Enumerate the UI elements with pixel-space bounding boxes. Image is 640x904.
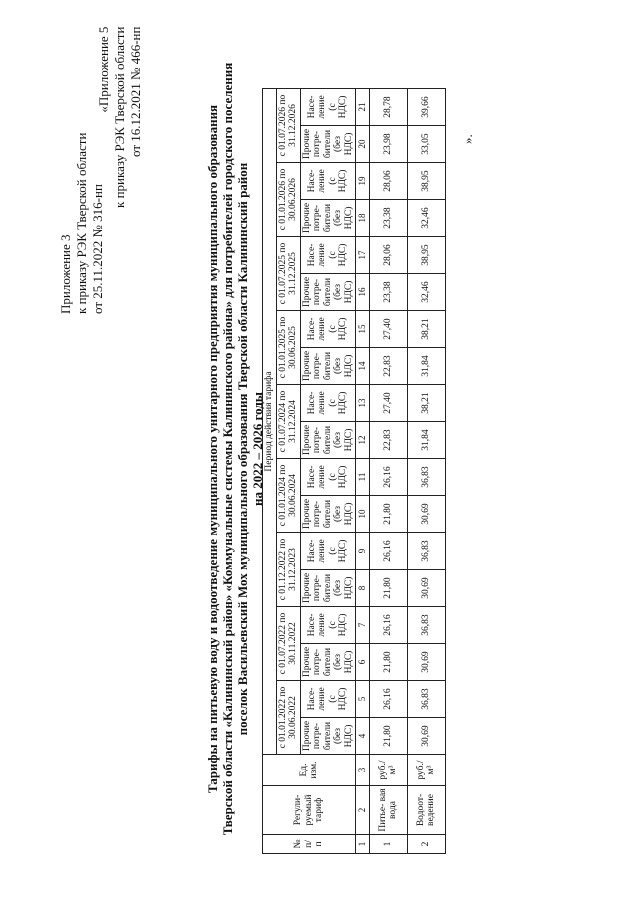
period-header: с 01.01.2025 по 30.06.2025 — [276, 311, 300, 385]
period-header: с 01.07.2025 по 31.12.2025 — [276, 237, 300, 311]
period-header: с 01.01.2026 по 30.06.2026 — [276, 163, 300, 237]
tariff-value: 27,40 — [369, 311, 407, 348]
tariff-value: 31,84 — [407, 422, 445, 459]
document-title — [205, 54, 265, 844]
tariff-value: 21,80 — [369, 718, 407, 755]
tariff-value: 36,83 — [407, 533, 445, 570]
period-header: с 01.07.2026 по 31.12.2026 — [276, 89, 300, 163]
row-tariff-name: Водоот- ведение — [407, 786, 445, 835]
header-number: № п/ п — [263, 835, 356, 854]
row-number: 1 — [369, 835, 407, 854]
header-tariff: Регули- руемый тариф — [263, 786, 356, 835]
column-index: 5 — [356, 681, 370, 718]
tariff-value: 36,83 — [407, 681, 445, 718]
tariff-value: 21,80 — [369, 644, 407, 681]
subheader-population: Насе- ление (с НДС) — [300, 163, 356, 200]
column-index: 12 — [356, 422, 370, 459]
tariff-value: 33,05 — [407, 126, 445, 163]
tariff-value: 36,83 — [407, 607, 445, 644]
subheader-population: Насе- ление (с НДС) — [300, 533, 356, 570]
column-index: 3 — [356, 755, 370, 786]
closing-quote: ». — [460, 134, 475, 144]
table-row — [407, 89, 445, 854]
column-index: 19 — [356, 163, 370, 200]
subheader-other-consumers: Прочие потре- бители (без НДС) — [300, 348, 356, 385]
column-index: 8 — [356, 570, 370, 607]
period-header: с 01.07.2022 по 30.11.2022 — [276, 607, 300, 681]
row-number: 2 — [407, 835, 445, 854]
tariff-value: 38,95 — [407, 163, 445, 200]
column-index: 18 — [356, 200, 370, 237]
tariff-value: 26,16 — [369, 533, 407, 570]
appendix-3-line: к приказу РЭК Тверской области — [74, 132, 89, 314]
tariff-value: 30,69 — [407, 570, 445, 607]
header-unit: Ед. изм. — [263, 755, 356, 786]
subheader-other-consumers: Прочие потре- бители (без НДС) — [300, 200, 356, 237]
tariff-value: 23,98 — [369, 126, 407, 163]
tariff-value: 36,83 — [407, 459, 445, 496]
column-index: 20 — [356, 126, 370, 163]
column-index: 17 — [356, 237, 370, 274]
tariff-value: 22,83 — [369, 348, 407, 385]
tariff-value: 28,06 — [369, 163, 407, 200]
tariff-value: 38,95 — [407, 237, 445, 274]
tariff-value: 38,21 — [407, 311, 445, 348]
title-line: Тверской области «Калининский район» «Коммунальные системы Калининского района» для потребителей городского поселения — [220, 62, 235, 836]
tariff-value: 23,38 — [369, 274, 407, 311]
tariff-value: 30,69 — [407, 644, 445, 681]
tariff-value: 26,16 — [369, 607, 407, 644]
table-row — [369, 89, 407, 854]
appendix-5-header — [96, 27, 144, 208]
subheader-other-consumers: Прочие потре- бители (без НДС) — [300, 570, 356, 607]
tariff-value: 32,46 — [407, 274, 445, 311]
subheader-population: Насе- ление (с НДС) — [300, 459, 356, 496]
tariff-value: 27,40 — [369, 385, 407, 422]
subheader-other-consumers: Прочие потре- бители (без НДС) — [300, 644, 356, 681]
subheader-row — [300, 89, 356, 854]
subheader-population: Насе- ление (с НДС) — [300, 89, 356, 126]
column-index: 7 — [356, 607, 370, 644]
row-unit: руб./м³ — [369, 755, 407, 786]
column-index: 10 — [356, 496, 370, 533]
column-index: 11 — [356, 459, 370, 496]
column-index: 15 — [356, 311, 370, 348]
row-unit: руб./м³ — [407, 755, 445, 786]
tariff-value: 26,16 — [369, 681, 407, 718]
tariff-value: 21,80 — [369, 496, 407, 533]
period-row — [276, 89, 300, 854]
subheader-other-consumers: Прочие потре- бители (без НДС) — [300, 718, 356, 755]
tariff-value: 28,06 — [369, 237, 407, 274]
subheader-other-consumers: Прочие потре- бители (без НДС) — [300, 496, 356, 533]
column-index: 1 — [356, 835, 370, 854]
column-index: 2 — [356, 786, 370, 835]
appendix-5-line: от 16.12.2021 № 466-нп — [128, 26, 143, 157]
tariff-value: 30,69 — [407, 718, 445, 755]
tariff-value: 23,38 — [369, 200, 407, 237]
title-line: поселок Васильевский Мох муниципального образования Тверской области Калининский район — [235, 162, 250, 736]
column-index: 13 — [356, 385, 370, 422]
period-header: с 01.01.2022 по 30.06.2022 — [276, 681, 300, 755]
tariff-value: 30,69 — [407, 496, 445, 533]
header-period: Период действия тарифа — [263, 89, 277, 755]
period-header: с 01.12.2022 по 31.12.2023 — [276, 533, 300, 607]
tariff-table — [262, 88, 446, 854]
column-index: 16 — [356, 274, 370, 311]
tariff-value: 31,84 — [407, 348, 445, 385]
tariff-value: 32,46 — [407, 200, 445, 237]
column-index: 14 — [356, 348, 370, 385]
subheader-population: Насе- ление (с НДС) — [300, 385, 356, 422]
appendix-3-line: от 25.11.2022 № 316-нп — [90, 184, 105, 314]
subheader-population: Насе- ление (с НДС) — [300, 237, 356, 274]
period-header: с 01.01.2024 по 30.06.2024 — [276, 459, 300, 533]
subheader-other-consumers: Прочие потре- бители (без НДС) — [300, 422, 356, 459]
subheader-other-consumers: Прочие потре- бители (без НДС) — [300, 126, 356, 163]
appendix-5-line: к приказу РЭК Тверской области — [112, 26, 127, 208]
tariff-value: 28,78 — [369, 89, 407, 126]
column-index-row — [356, 89, 370, 854]
title-line: на 2022 – 2026 годы — [250, 392, 265, 506]
row-tariff-name: Питье- вая вода — [369, 786, 407, 835]
subheader-population: Насе- ление (с НДС) — [300, 681, 356, 718]
column-index: 21 — [356, 89, 370, 126]
appendix-3-line: Приложение 3 — [58, 234, 73, 314]
period-header: с 01.07.2024 по 31.12.2024 — [276, 385, 300, 459]
column-index: 4 — [356, 718, 370, 755]
tariff-value: 26,16 — [369, 459, 407, 496]
tariff-value: 38,21 — [407, 385, 445, 422]
title-line: Тарифы на питьевую воду и водоотведение муниципального унитарного предприятия муниципального образования — [205, 104, 220, 794]
column-index: 9 — [356, 533, 370, 570]
header-row — [263, 89, 277, 854]
subheader-other-consumers: Прочие потре- бители (без НДС) — [300, 274, 356, 311]
tariff-value: 21,80 — [369, 570, 407, 607]
appendix-5-line: «Приложение 5 — [96, 26, 111, 113]
subheader-population: Насе- ление (с НДС) — [300, 607, 356, 644]
tariff-value: 22,83 — [369, 422, 407, 459]
column-index: 6 — [356, 644, 370, 681]
subheader-population: Насе- ление (с НДС) — [300, 311, 356, 348]
tariff-value: 39,66 — [407, 89, 445, 126]
